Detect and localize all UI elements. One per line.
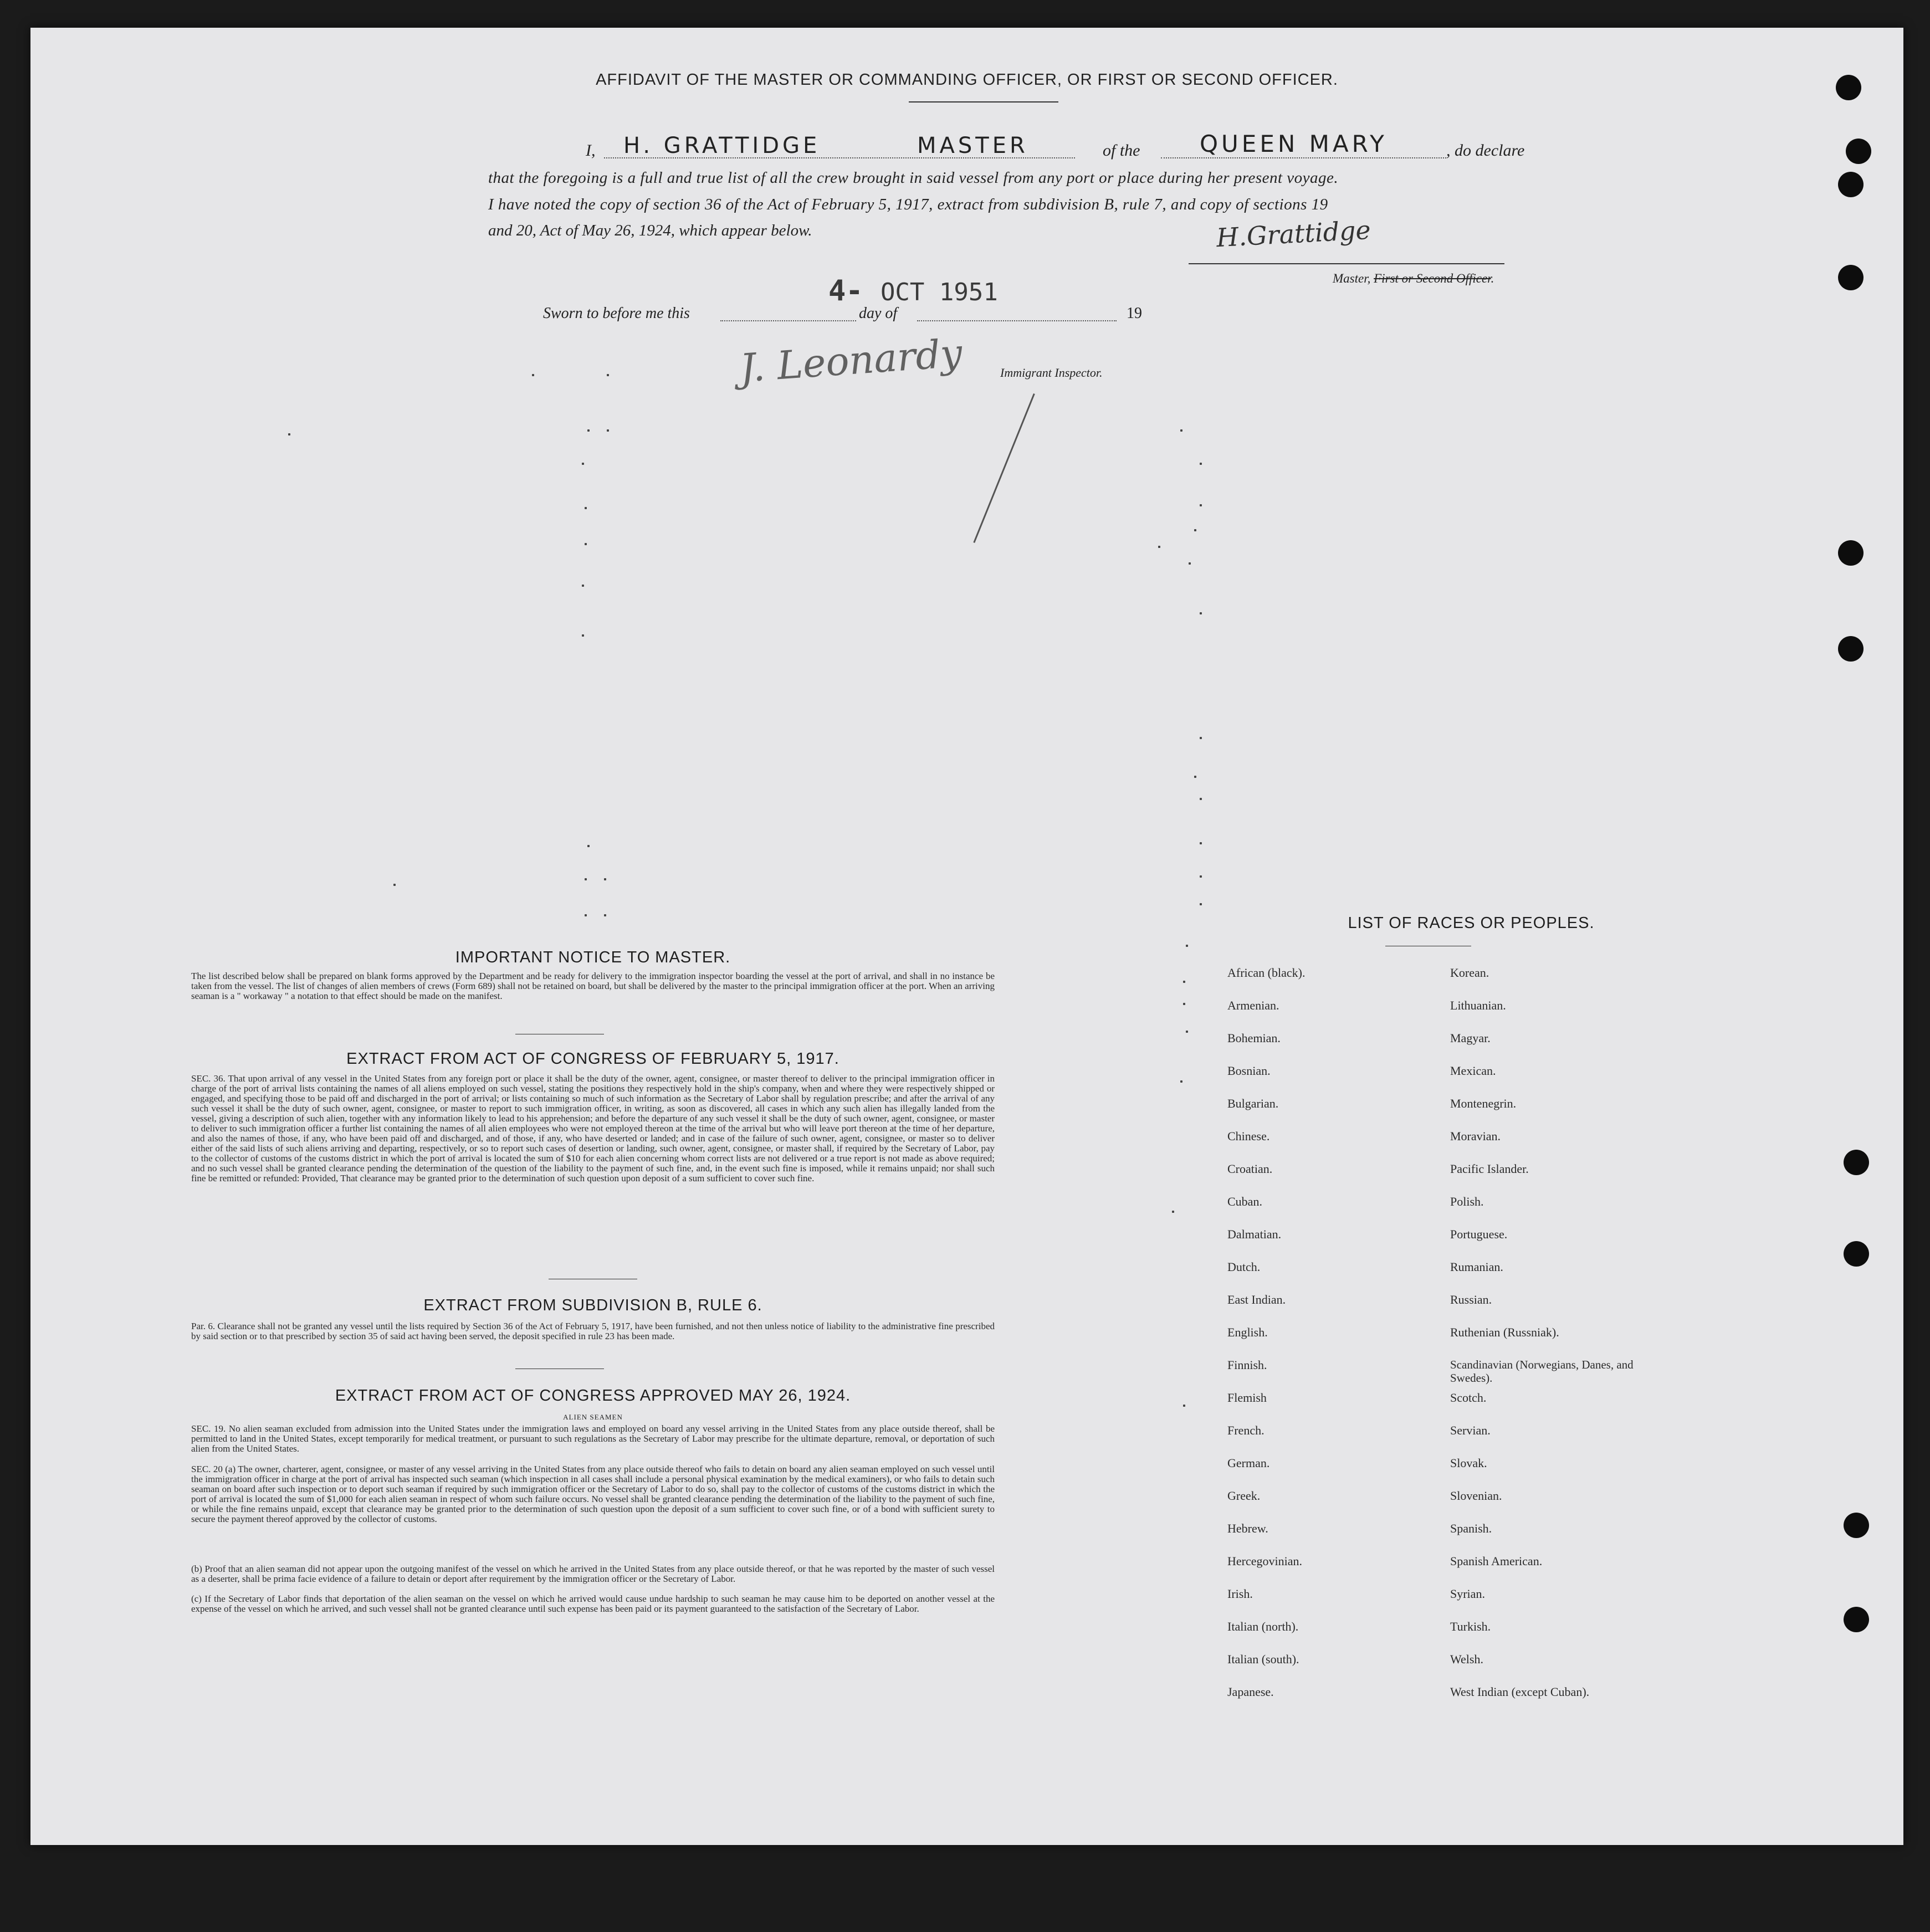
dot-mark xyxy=(1200,903,1202,905)
signer-title xyxy=(1333,271,1494,286)
dot-mark xyxy=(1200,504,1202,506)
affidavit-line-2: that the foregoing is a full and true list of all the crew brought in said vessel from any port or place during her present voyage. xyxy=(488,169,1339,187)
dot-mark xyxy=(532,374,534,376)
dot-mark xyxy=(582,634,584,637)
dot-mark xyxy=(1200,875,1202,878)
signer-title-suffix: . xyxy=(1491,271,1494,285)
dot-mark xyxy=(1186,945,1188,947)
race-col1-item: Bosnian. xyxy=(1227,1064,1271,1078)
race-col1-item: Dalmatian. xyxy=(1227,1227,1282,1241)
master-name: H. GRATTIDGE xyxy=(623,133,821,158)
race-col1-item: African (black). xyxy=(1227,966,1306,980)
sec-19-body: SEC. 19. No alien seaman excluded from admission into the United States under the immigration laws and employed on board any vessel arriving in the United States from any place outside thereof, shall be permitted to land in the United States, except temporarily for medical treatment, or pursuant to such regulations as the Secretary of Labor may prescribe for the ultimate departure, removal, or deportation of such alien from the United States. xyxy=(191,1423,995,1454)
race-col2-item: Russian. xyxy=(1450,1293,1492,1306)
vessel-name: QUEEN MARY xyxy=(1200,130,1388,157)
dot-mark xyxy=(1158,546,1160,548)
race-col1-item: Bohemian. xyxy=(1227,1031,1281,1045)
punch-hole xyxy=(1838,540,1864,566)
signer-title-prefix: Master, xyxy=(1333,271,1371,285)
race-col2-item: Welsh. xyxy=(1450,1652,1483,1666)
punch-hole xyxy=(1844,1607,1869,1632)
dot-mark xyxy=(582,585,584,587)
affidavit-title: AFFIDAVIT OF THE MASTER OR COMMANDING OFFICER, OR FIRST OR SECOND OFFICER. xyxy=(596,71,1338,89)
races-heading: LIST OF RACES OR PEOPLES. xyxy=(1348,914,1595,932)
affidavit-i-label: I, xyxy=(586,141,596,160)
signer-title-struck: First or Second Officer xyxy=(1374,271,1491,285)
inspector-signature: J. Leonardy xyxy=(738,330,964,391)
sec-20a-body: SEC. 20 (a) The owner, charterer, agent, consignee, or master of any vessel arriving in the United States from any place outside thereof who fails to detain on board any alien seaman employed on such vessel until the immigration officer in charge at the port of arrival has inspected such seaman (which inspection in all cases shall include a personal physical examination by the medical examiners), or who fails to detain such seaman on board after such inspection or to deport such seaman if required by such immigration officer or the Secretary of Labor to do so, shall pay to the collector of customs of the customs district in which the port of arrival is located the sum of $1,000 for each alien seaman in respect of whom such failure occurs. No vessel shall be granted clearance pending the determination of the liability to the payment of such fine, or while the fine remains unpaid, except that clearance may be granted prior to the determination of such question upon the deposit of a sum sufficient to cover such fine, or of a bond with sufficient surety to secure the payment thereof approved by the collector of customs. xyxy=(191,1464,995,1524)
dot-mark xyxy=(1180,1080,1182,1083)
race-col2-item: Magyar. xyxy=(1450,1031,1491,1045)
dot-mark xyxy=(1200,798,1202,800)
race-col2-item: Scandinavian (Norwegians, Danes, and Swedes). xyxy=(1450,1358,1634,1385)
dot-mark xyxy=(582,463,584,465)
race-col1-item: Flemish xyxy=(1227,1391,1267,1405)
of-the-label: of the xyxy=(1103,141,1140,160)
dot-mark xyxy=(1172,1211,1174,1213)
dot-mark xyxy=(1200,842,1202,844)
subdivision-b-heading: EXTRACT FROM SUBDIVISION B, RULE 6. xyxy=(423,1296,762,1314)
race-col2-item: Pacific Islander. xyxy=(1450,1162,1529,1176)
race-col1-item: Hercegovinian. xyxy=(1227,1554,1302,1568)
master-rank: MASTER xyxy=(917,133,1028,158)
punch-hole xyxy=(1838,265,1864,290)
race-col2-item: Turkish. xyxy=(1450,1620,1491,1633)
dot-mark xyxy=(1183,1003,1185,1005)
dot-mark xyxy=(288,433,290,435)
dot-mark xyxy=(1200,737,1202,739)
punch-hole xyxy=(1846,139,1871,164)
vessel-line xyxy=(1161,157,1446,158)
race-col2-item: Montenegrin. xyxy=(1450,1096,1517,1110)
race-col1-item: English. xyxy=(1227,1325,1268,1339)
race-col2-item: Servian. xyxy=(1450,1423,1491,1437)
dot-mark xyxy=(604,914,606,916)
race-col2-item: Moravian. xyxy=(1450,1129,1501,1143)
race-col2-item: Ruthenian (Russniak). xyxy=(1450,1325,1559,1339)
race-col1-item: Japanese. xyxy=(1227,1685,1274,1699)
year-prefix: 19 xyxy=(1127,305,1142,322)
race-col1-item: Bulgarian. xyxy=(1227,1096,1279,1110)
sec-20b-body: (b) Proof that an alien seaman did not appear upon the outgoing manifest of the vessel on which he arrived in the United States from any place outside thereof, or that he was reported by the master of such vessel as a deserter, shall be prima facie evidence of a failure to detain or deport after requirement by the immigration officer or the Secretary of Labor. xyxy=(191,1564,995,1584)
date-stamp xyxy=(828,274,998,308)
race-col2-item: Portuguese. xyxy=(1450,1227,1508,1241)
dot-mark xyxy=(585,543,587,545)
sec-20c-body: (c) If the Secretary of Labor finds that deportation of the alien seaman on the vessel on which he arrived would cause undue hardship to such seaman he may cause him to be deported on another vessel at the expense of the vessel on which he arrived, and such vessel shall not be granted clearance until such expense has been paid or its payment guaranteed to the satisfaction of the Secretary of Labor. xyxy=(191,1593,995,1614)
race-col1-item: Cuban. xyxy=(1227,1195,1262,1208)
punch-hole xyxy=(1844,1241,1869,1267)
master-signature: H.Grattidge xyxy=(1215,214,1371,253)
alien-seamen-subheading: ALIEN SEAMEN xyxy=(563,1413,623,1421)
race-col1-item: German. xyxy=(1227,1456,1270,1470)
race-col2-item: Syrian. xyxy=(1450,1587,1485,1601)
dot-mark xyxy=(1189,562,1191,565)
race-col1-item: Italian (north). xyxy=(1227,1620,1299,1633)
race-col2-item: Spanish. xyxy=(1450,1521,1492,1535)
dot-mark xyxy=(1200,612,1202,614)
title-divider xyxy=(909,101,1058,103)
dot-mark xyxy=(1180,429,1182,432)
dot-mark xyxy=(585,914,587,916)
race-col2-item: Polish. xyxy=(1450,1195,1484,1208)
race-col2-item: Korean. xyxy=(1450,966,1489,980)
sworn-day-line xyxy=(720,320,856,321)
race-col2-item: Scotch. xyxy=(1450,1391,1487,1405)
dot-mark xyxy=(1194,776,1196,778)
dot-mark xyxy=(604,878,606,880)
race-col2-item: West Indian (except Cuban). xyxy=(1450,1685,1590,1699)
inspector-pen-stroke xyxy=(973,393,1035,543)
dot-mark xyxy=(585,507,587,509)
dot-mark xyxy=(1186,1031,1188,1033)
dot-mark xyxy=(1194,529,1196,531)
punch-hole xyxy=(1838,636,1864,662)
dot-mark xyxy=(1183,981,1185,983)
race-col1-item: East Indian. xyxy=(1227,1293,1286,1306)
dot-mark xyxy=(1183,1405,1185,1407)
stamp-date: OCT 1951 xyxy=(880,278,998,306)
stamp-day: 4- xyxy=(828,274,863,308)
race-col2-item: Mexican. xyxy=(1450,1064,1496,1078)
race-col1-item: Finnish. xyxy=(1227,1358,1267,1372)
affidavit-line-4: and 20, Act of May 26, 1924, which appear below. xyxy=(488,222,812,239)
day-of-label: day of xyxy=(859,305,898,322)
punch-hole xyxy=(1844,1150,1869,1175)
race-col1-item: Armenian. xyxy=(1227,998,1279,1012)
document-page xyxy=(30,28,1903,1845)
affidavit-line-3: I have noted the copy of section 36 of the Act of February 5, 1917, extract from subdivision B, rule 7, and copy of sections 19 xyxy=(488,196,1328,213)
notice-body: The list described below shall be prepared on blank forms approved by the Department and be ready for delivery to the immigration inspector boarding the vessel at the port of arrival, and shall in no instance be taken from the vessel. The list of changes of alien members of crews (Form 689) shall not be retained on board, but shall be delivered by the master to the principal immigration officer at the port. When an arriving seaman is a " workaway " a notation to that effect should be made on the manifest. xyxy=(191,971,995,1001)
race-col2-item: Slovenian. xyxy=(1450,1489,1502,1503)
punch-hole xyxy=(1844,1513,1869,1538)
race-col1-item: Irish. xyxy=(1227,1587,1253,1601)
dot-mark xyxy=(587,845,590,847)
race-col2-item: Spanish American. xyxy=(1450,1554,1543,1568)
race-col1-item: Hebrew. xyxy=(1227,1521,1268,1535)
race-col2-item: Slovak. xyxy=(1450,1456,1487,1470)
extract-1924-heading: EXTRACT FROM ACT OF CONGRESS APPROVED MAY 26, 1924. xyxy=(335,1387,851,1405)
extract-1917-heading: EXTRACT FROM ACT OF CONGRESS OF FEBRUARY 5, 1917. xyxy=(346,1050,839,1068)
dot-mark xyxy=(607,374,609,376)
sworn-month-line xyxy=(917,320,1117,321)
race-col2-item: Lithuanian. xyxy=(1450,998,1506,1012)
dot-mark xyxy=(587,429,590,432)
subdivision-b-body: Par. 6. Clearance shall not be granted any vessel until the lists required by Section 36 of the Act of February 5, 1917, have been furnished, and not then unless notice of liability to the administrative fine prescribed by said section or to that prescribed by section 35 of said act having been served, the deposit specified in rule 23 has been made. xyxy=(191,1321,995,1341)
notice-heading: IMPORTANT NOTICE TO MASTER. xyxy=(455,949,731,966)
extract-1917-body: SEC. 36. That upon arrival of any vessel in the United States from any foreign port or place it shall be the duty of the owner, agent, consignee, or master thereof to deliver to the principal immigration officer in charge of the port of arrival lists containing the names of all aliens employed on such vessel, stating the positions they respectively hold in the ship's company, when and where they were respectively shipped or engaged, and specifying those to be paid off and discharged in the port of arrival; or lists containing so much of such information as the Secretary of Labor shall by regulation prescribe; and after the arrival of any such vessel it shall be the duty of such owner, agent, consignee, or master to report to such immigration officer, in writing, as soon as discovered, all cases in which any such alien has illegally landed from the vessel, giving a description of such alien, together with any information likely to lead to his apprehension; and before the departure of any such vessel it shall be the duty of such owner, agent, consignee, or master to deliver to such immigration officer a further list containing the names of all alien employees who were not employed thereon at the time of the arrival but who will leave port thereon at the time of her departure, and also the names of those, if any, who have been paid off and discharged, and of those, if any, who have deserted or landed; and in case of the failure of such owner, agent, consignee, or master so to deliver either of the said lists of such aliens arriving and departing, respectively, or so to report such cases of desertion or landing, such owner, agent, consignee, or master shall, if required by the Secretary of Labor, pay to the collector of customs of the customs district in which the port of arrival is located the sum of $10 for each alien concerning whom correct lists are not delivered or a true report is not made as above required; and no such vessel shall be granted clearance pending the determination of the question of the liability to the payment of such fine, and, in the event such fine is imposed, while it remains unpaid; nor shall such fine be remitted or refunded: Provided, That clearance may be granted prior to the determination of such question upon deposit of a sum sufficient to cover such fine. xyxy=(191,1073,995,1183)
sworn-prefix: Sworn to before me this xyxy=(543,305,690,322)
signature-line xyxy=(1189,263,1504,264)
dot-mark xyxy=(585,878,587,880)
declare-label: , do declare xyxy=(1446,141,1525,160)
race-col1-item: Croatian. xyxy=(1227,1162,1273,1176)
race-col1-item: Dutch. xyxy=(1227,1260,1261,1274)
race-col1-item: Chinese. xyxy=(1227,1129,1270,1143)
race-col1-item: Italian (south). xyxy=(1227,1652,1299,1666)
punch-hole xyxy=(1838,172,1864,197)
dot-mark xyxy=(393,884,396,886)
race-col2-item: Rumanian. xyxy=(1450,1260,1503,1274)
dot-mark xyxy=(1200,463,1202,465)
race-col1-item: Greek. xyxy=(1227,1489,1261,1503)
race-col1-item: French. xyxy=(1227,1423,1265,1437)
dot-mark xyxy=(607,429,609,432)
inspector-title: Immigrant Inspector. xyxy=(1000,366,1103,380)
